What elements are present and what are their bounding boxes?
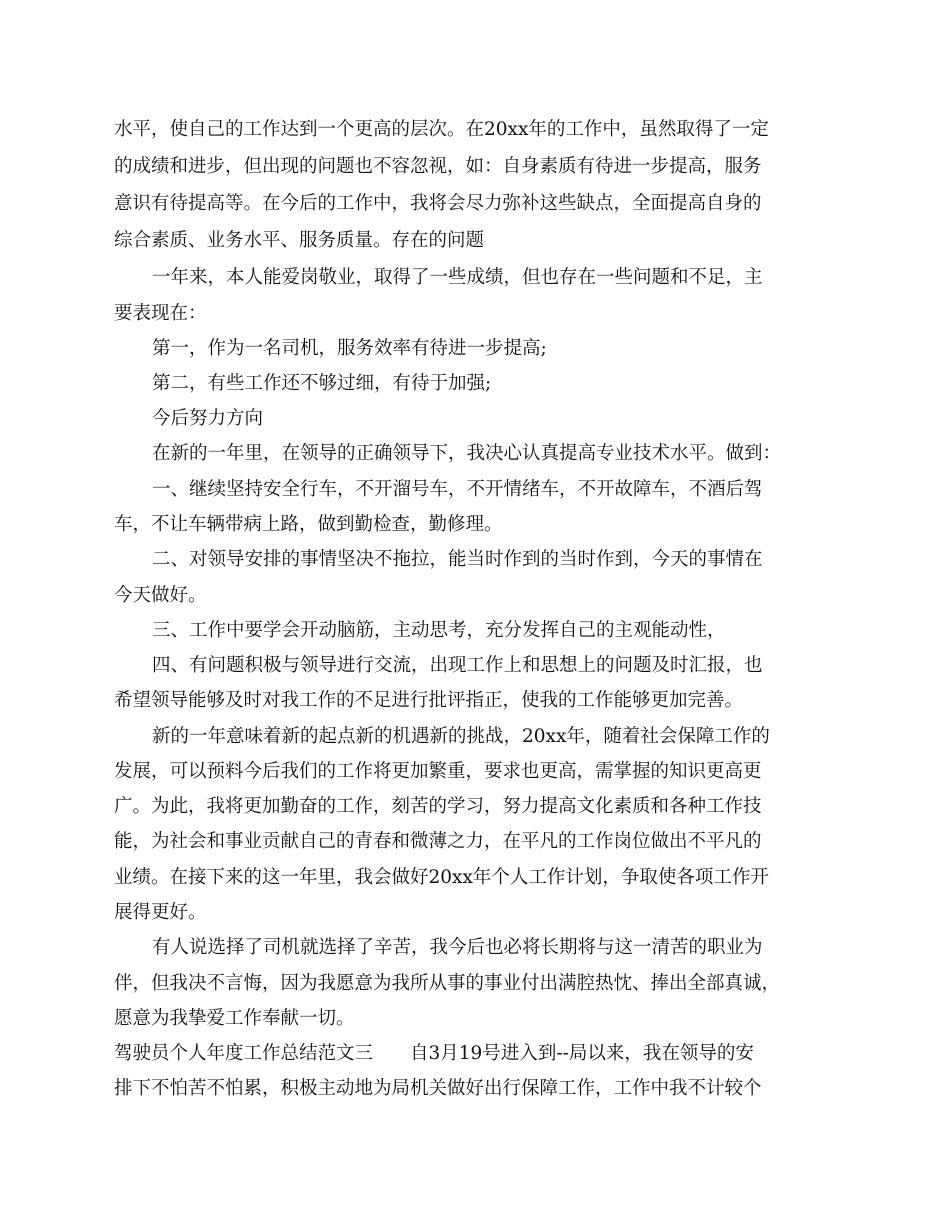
text-line: 伴，但我决不言悔，因为我愿意为我所从事的事业付出满腔热忱、捧出全部真诚，: [114, 973, 781, 994]
text-line: 希望领导能够及时对我工作的不足进行批评指正，使我的工作能够更加完善。: [114, 690, 744, 711]
text-line: 车，不让车辆带病上路，做到勤检查，勤修理。: [114, 514, 503, 535]
text-line: 四、有问题积极与领导进行交流，出现工作上和思想上的问题及时汇报，也: [152, 655, 763, 676]
text-line: 发展，可以预料今后我们的工作将更加繁重，要求也更高，需掌握的知识更高更: [114, 761, 762, 782]
text-line: 排下不怕苦不怕累，积极主动地为局机关做好出行保障工作，工作中我不计较个: [114, 1078, 762, 1099]
text-line: 一年来，本人能爱岗敬业，取得了一些成绩，但也存在一些问题和不足，主: [152, 267, 763, 288]
text-line: 新的一年意味着新的起点新的机遇新的挑战，20xx年，随着社会保障工作的: [152, 726, 770, 747]
text-line: 有人说选择了司机就选择了辛苦，我今后也必将长期将与这一清苦的职业为: [152, 937, 763, 958]
text-line: 综合素质、业务水平、服务质量。存在的问题: [114, 230, 485, 251]
text-line: 一、继续坚持安全行车，不开溜号车，不开情绪车，不开故障车，不酒后驾: [152, 479, 763, 500]
text-line: 业绩。在接下来的这一年里，我会做好20xx年个人工作计划，争取使各项工作开: [114, 867, 769, 888]
text-line: 第二，有些工作还不够过细，有待于加强;: [152, 373, 492, 394]
text-line: 要表现在：: [114, 303, 207, 324]
text-line: 驾驶员个人年度工作总结范文三 自3月19号进入到--局以来，我在领导的安: [114, 1043, 754, 1064]
text-line: 今天做好。: [114, 585, 207, 606]
text-line: 意识有待提高等。在今后的工作中，我将会尽力弥补这些缺点，全面提高自身的: [114, 193, 762, 214]
text-line: 广。为此，我将更加勤奋的工作，刻苦的学习，努力提高文化素质和各种工作技: [114, 796, 762, 817]
text-line: 展得更好。: [114, 902, 207, 923]
text-line: 三、工作中要学会开动脑筋，主动思考，充分发挥自己的主观能动性，: [152, 620, 726, 641]
text-line: 的成绩和进步，但出现的问题也不容忽视，如：自身素质有待进一步提高，服务: [114, 156, 762, 177]
text-line: 愿意为我挚爱工作奉献一切。: [114, 1008, 355, 1029]
text-line: 二、对领导安排的事情坚决不拖拉，能当时作到的当时作到，今天的事情在: [152, 549, 763, 570]
text-line: 水平，使自己的工作达到一个更高的层次。在20xx年的工作中，虽然取得了一定: [114, 119, 769, 140]
text-line: 在新的一年里，在领导的正确领导下，我决心认真提高专业技术水平。做到：: [152, 443, 782, 464]
text-line: 能，为社会和事业贡献自己的青春和微薄之力，在平凡的工作岗位做出不平凡的: [114, 831, 762, 852]
text-line: 今后努力方向: [152, 408, 264, 429]
text-line: 第一，作为一名司机，服务效率有待进一步提高;: [152, 338, 547, 359]
